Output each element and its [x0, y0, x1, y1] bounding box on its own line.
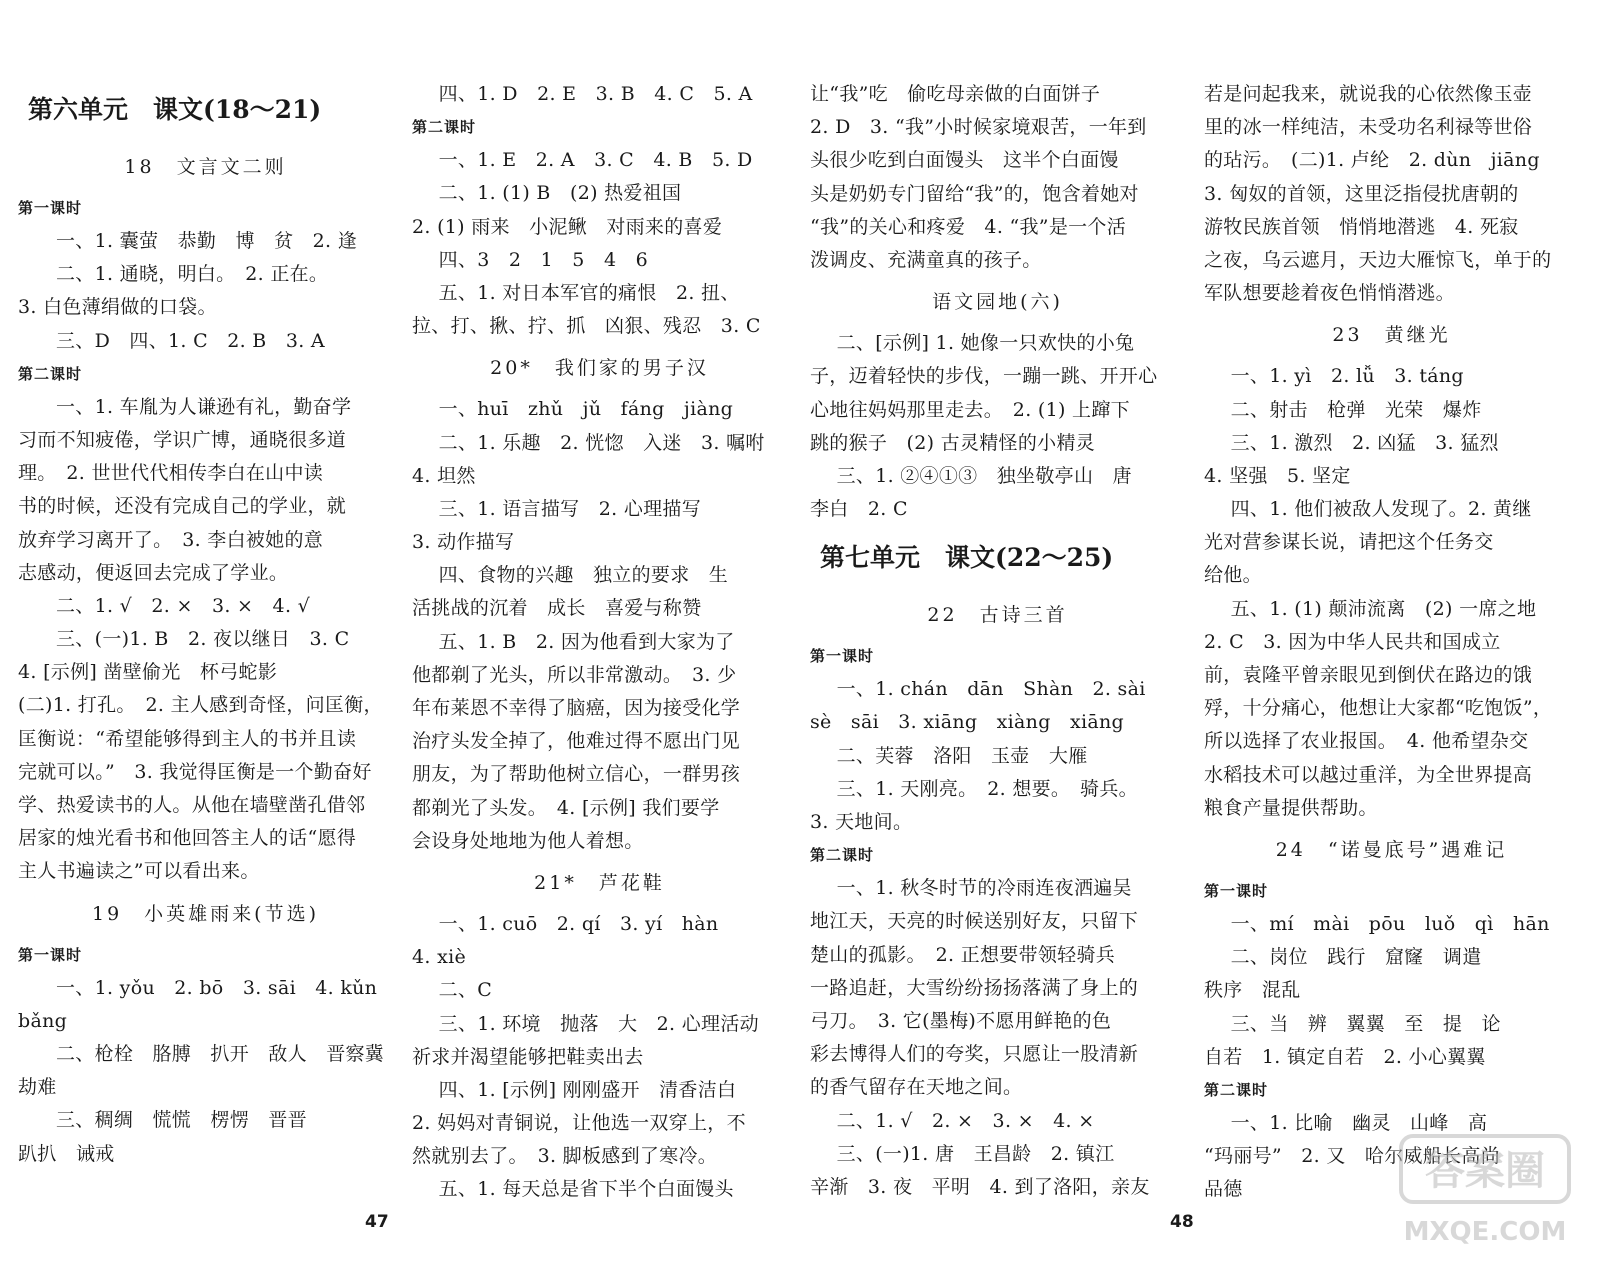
answer-line: 3. 匈奴的首领，这里泛指侵扰唐朝的 — [1204, 182, 1519, 205]
answer-line: 一、1. yì 2. lǚ 3. táng — [1230, 365, 1464, 388]
answer-line: 给他。 — [1204, 564, 1262, 587]
answer-line: 治疗头发全掉了，他难过得不愿出门见 — [412, 730, 741, 753]
answer-line: 一、1. chán dān Shàn 2. sài — [836, 678, 1146, 701]
column-4 — [1204, 78, 1579, 1206]
answer-line: 4. 坦然 — [412, 464, 476, 487]
answer-line: 二、[示例] 1. 她像一只欢快的小兔 — [836, 332, 1135, 355]
lesson-period-label: 第二课时 — [18, 364, 83, 383]
answer-line: 二、1. 通晓，明白。 2. 正在。 — [56, 263, 329, 286]
answer-line: 习而不知疲倦，学识广博，通晓很多道 — [18, 428, 347, 451]
column-2 — [412, 78, 787, 1207]
answer-line: 四、食物的兴趣 独立的要求 生 — [438, 564, 729, 587]
answer-line: 品德 — [1204, 1178, 1243, 1201]
answer-line: 三、(一)1. 唐 王昌龄 2. 镇江 — [836, 1142, 1115, 1165]
page-gutter — [790, 0, 810, 1277]
lesson-title: 语文园地(六) — [932, 291, 1063, 314]
answer-line: 一、1. 秋冬时节的冷雨连夜洒遍吴 — [836, 877, 1132, 900]
watermark-logo — [1395, 1128, 1575, 1258]
answer-line: 跳的猴子 (2) 古灵精怪的小精灵 — [810, 431, 1096, 454]
answer-line: 三、1. ②④①③ 独坐敬亭山 唐 — [836, 464, 1132, 487]
answer-line: 二、C — [438, 979, 493, 1002]
answer-line: 2. C 3. 因为中华人民共和国成立 — [1204, 630, 1501, 653]
answer-line: 三、1. 环境 抛落 大 2. 心理活动 — [438, 1012, 759, 1035]
lesson-period-label: 第一课时 — [1204, 881, 1269, 900]
answer-line: 他都剃了光头，所以非常激动。 3. 少 — [412, 663, 737, 686]
answer-line: 3. 天地间。 — [810, 811, 913, 833]
lesson-period-label: 第二课时 — [412, 118, 477, 137]
lesson-title: 20* 我们家的男子汉 — [490, 357, 709, 380]
answer-line: 前，袁隆平曾亲眼见到倒伏在路边的饿 — [1204, 664, 1533, 686]
answer-line: 地江天，天亮的时候送别好友，只留下 — [810, 910, 1139, 933]
answer-line: 五、1. (1) 颠沛流离 (2) 一席之地 — [1230, 597, 1537, 620]
lesson-period-label: 第二课时 — [810, 846, 875, 865]
answer-line: 五、1. B 2. 因为他看到大家为了 — [438, 630, 735, 653]
answer-line: 四、1. [示例] 刚刚盛开 清香洁白 — [438, 1078, 737, 1101]
answer-line: 居家的烛光看书和他回答主人的话“愿得 — [18, 827, 357, 850]
answer-line: 朋友，为了帮助他树立信心，一群男孩 — [412, 763, 741, 786]
answer-line: 二、芙蓉 洛阳 玉壶 大雁 — [836, 744, 1088, 767]
answer-line: 心地往妈妈那里走去。 2. (1) 上蹿下 — [810, 398, 1130, 421]
answer-line: 头是奶奶专门留给“我”的，饱含着她对 — [810, 182, 1139, 205]
answer-line: 弓刀。 3. 它(墨梅)不愿用鲜艳的色 — [810, 1009, 1112, 1032]
answer-line: 然就别去了。 3. 脚板感到了寒冷。 — [412, 1145, 718, 1168]
answer-line: 三、当 辨 翼翼 至 提 论 — [1230, 1012, 1501, 1035]
answer-line: 二、1. (1) B (2) 热爱祖国 — [438, 182, 682, 205]
answer-line: 2. D 3. “我”小时候家境艰苦，一年到 — [810, 116, 1147, 139]
answer-line: 的香气留存在天地之间。 — [810, 1076, 1023, 1099]
answer-line: 理。 2. 世世代代相传李白在山中读 — [18, 462, 324, 485]
answer-line: 年布莱恩不幸得了脑癌，因为接受化学 — [412, 697, 741, 719]
answer-line: 里的冰一样纯洁，未受功名利禄等世俗 — [1204, 116, 1533, 139]
answer-line: 李白 2. C — [810, 498, 908, 521]
answer-line: 五、1. 对日本军官的痛恨 2. 扭、 — [438, 281, 740, 304]
answer-line: 志感动，便返回去完成了学业。 — [18, 561, 289, 584]
answer-line: 二、1. √ 2. × 3. × 4. √ — [56, 594, 311, 617]
answer-line: 一、1. 囊萤 恭勤 博 贫 2. 逢 — [56, 230, 358, 252]
answer-line: 让“我”吃 偷吃母亲做的白面饼子 — [810, 83, 1101, 105]
lesson-title: 21* 芦花鞋 — [534, 871, 665, 894]
answer-line: 都剃光了头发。 4. [示例] 我们要学 — [412, 796, 720, 819]
answer-line: 放弃学习离开了。 3. 李白被她的意 — [18, 528, 324, 551]
answer-line: 光对营参谋长说，请把这个任务交 — [1204, 531, 1494, 554]
answer-line: “我”的关心和疼爱 4. “我”是一个活 — [810, 215, 1127, 238]
unit-heading: 第六单元 课文(18～21) — [28, 95, 322, 124]
answer-line: 主人书遍读之”可以看出来。 — [18, 860, 260, 883]
answer-line: 祈求并渴望能够把鞋卖出去 — [412, 1045, 644, 1068]
answer-line: 3. 白色薄绢做的口袋。 — [18, 296, 217, 319]
answer-line: 四、1. 他们被敌人发现了。2. 黄继 — [1230, 498, 1532, 521]
unit-heading: 第七单元 课文(22～25) — [820, 543, 1114, 573]
answer-line: 2. (1) 雨来 小泥鳅 对雨来的喜爱 — [412, 215, 723, 238]
answer-line: sè sāi 3. xiāng xiàng xiāng — [810, 711, 1124, 734]
answer-line: 所以选择了农业报国。 4. 他希望杂交 — [1204, 730, 1529, 753]
answer-line: 2. 妈妈对青铜说，让他选一双穿上，不 — [412, 1112, 746, 1135]
answer-line: 三、1. 语言描写 2. 心理描写 — [438, 497, 702, 520]
answer-line: 子，迈着轻快的步伐，一蹦一跳、开开心 — [810, 365, 1158, 388]
answer-line: 头很少吃到白面馒头 这半个白面馒 — [810, 149, 1119, 172]
answer-line: 三、稠绸 慌慌 楞愣 晋晋 — [56, 1109, 307, 1132]
answer-line: 一、1. 车胤为人谦逊有礼，勤奋学 — [56, 395, 352, 418]
answer-line: 一、1. cuō 2. qí 3. yí hàn — [438, 912, 719, 935]
answer-line: 书的时候，还没有完成自己的学业，就 — [18, 495, 347, 518]
answer-line: 4. [示例] 凿壁偷光 杯弓蛇影 — [18, 661, 278, 684]
answer-line: 二、岗位 践行 窟窿 调遣 — [1230, 946, 1482, 969]
page-number-left: 47 — [365, 1212, 389, 1232]
lesson-period-label: 第一课时 — [810, 647, 875, 666]
answer-line: 三、(一)1. B 2. 夜以继日 3. C — [56, 628, 350, 651]
answer-line: 一、1. E 2. A 3. C 4. B 5. D — [438, 149, 753, 172]
answer-line: 泼调皮、充满童真的孩子。 — [810, 248, 1042, 271]
answer-line: 学、热爱读书的人。从他在墙壁凿孔借邻 — [18, 794, 366, 816]
answer-line: 趴扒 诫戒 — [18, 1142, 115, 1165]
answer-line: 自若 1. 镇定自若 2. 小心翼翼 — [1204, 1045, 1486, 1068]
answer-line: 辛渐 3. 夜 平明 4. 到了洛阳，亲友 — [810, 1175, 1150, 1198]
answer-line: 楚山的孤影。 2. 正想要带领轻骑兵 — [810, 943, 1116, 966]
answer-line: 一、1. 比喻 幽灵 山峰 高 — [1230, 1111, 1488, 1134]
answer-line: bǎng — [18, 1009, 68, 1032]
answer-line: 一、mí mài pōu luǒ qì hān — [1230, 912, 1550, 935]
answer-line: 一、huī zhǔ jǔ fáng jiàng — [438, 398, 734, 421]
answer-line: 拉、打、揪、拧、抓 凶狠、残忍 3. C — [412, 315, 761, 338]
answer-line: 会设身处地地为他人着想。 — [412, 829, 644, 852]
answer-line: 三、1. 激烈 2. 凶猛 3. 猛烈 — [1230, 431, 1499, 454]
answer-line: 殍，十分痛心，他想让大家都“吃饱饭”， — [1204, 697, 1553, 720]
lesson-title: 19 小英雄雨来(节选) — [91, 902, 319, 925]
answer-line: 4. xiè — [412, 946, 467, 969]
column-3 — [810, 78, 1185, 1204]
answer-line: 完就可以。” 3. 我觉得匡衡是一个勤奋好 — [18, 760, 372, 783]
answer-line: 二、射击 枪弹 光荣 爆炸 — [1230, 398, 1482, 421]
answer-line: 匡衡说：“希望能够得到主人的书并且读 — [18, 727, 357, 750]
answer-line: 一、1. yǒu 2. bō 3. sāi 4. kǔn — [56, 976, 378, 999]
lesson-title: 23 黄继光 — [1332, 324, 1451, 347]
lesson-title: 22 古诗三首 — [927, 604, 1068, 627]
answer-line: 彩去博得人们的夸奖，只愿让一股清新 — [810, 1043, 1139, 1066]
answer-line: 秩序 混乱 — [1204, 979, 1301, 1002]
answer-line: (二)1. 打孔。 2. 主人感到奇怪，问匡衡， — [18, 694, 383, 717]
answer-line: 劫难 — [18, 1076, 57, 1099]
answer-line: 一路追赶，大雪纷纷扬扬落满了身上的 — [810, 976, 1139, 999]
answer-line: 军队想要趁着夜色悄悄潜逃。 — [1204, 282, 1455, 305]
answer-line: 四、3 2 1 5 4 6 — [438, 248, 649, 271]
lesson-period-label: 第一课时 — [18, 945, 83, 964]
answer-line: 四、1. D 2. E 3. B 4. C 5. A — [438, 83, 753, 105]
page-number-right: 48 — [1170, 1212, 1194, 1232]
answer-line: 二、枪栓 胳膊 扒开 敌人 晋察冀 — [56, 1042, 385, 1065]
watermark-text-top: 答案圈 — [1425, 1148, 1545, 1194]
answer-line: 三、1. 天刚亮。 2. 想要。 骑兵。 — [836, 777, 1138, 800]
answer-line: 活挑战的沉着 成长 喜爱与称赞 — [412, 597, 702, 620]
answer-line: 4. 坚强 5. 坚定 — [1204, 464, 1351, 487]
answer-line: “玛丽号” 2. 又 哈尔威船长高尚 — [1204, 1145, 1500, 1168]
answer-line: 游牧民族首领 悄悄地潜逃 4. 死寂 — [1204, 215, 1519, 238]
answer-line: 二、1. 乐趣 2. 恍惚 入迷 3. 嘱咐 — [438, 431, 765, 454]
answer-line: 3. 动作描写 — [412, 531, 515, 554]
answer-line: 之夜，乌云遮月，天边大雁惊飞，单于的 — [1204, 248, 1552, 271]
lesson-period-label: 第一课时 — [18, 199, 83, 217]
right-page — [810, 0, 1600, 1277]
left-page — [0, 0, 790, 1277]
answer-line: 水稻技术可以越过重洋，为全世界提高 — [1204, 763, 1533, 786]
lesson-title: 18 文言文二则 — [124, 156, 287, 178]
answer-line: 五、1. 每天总是省下半个白面馒头 — [438, 1178, 734, 1201]
lesson-title: 24 “诺曼底号”遇难记 — [1275, 838, 1508, 861]
watermark-text-bottom: MXQE.COM — [1403, 1217, 1567, 1247]
answer-line: 二、1. √ 2. × 3. × 4. × — [836, 1109, 1095, 1132]
answer-line: 粮食产量提供帮助。 — [1204, 796, 1378, 819]
column-1 — [18, 78, 393, 1171]
answer-line: 的玷污。 (二)1. 卢纶 2. dùn jiāng — [1204, 149, 1540, 172]
answer-line: 三、D 四、1. C 2. B 3. A — [56, 329, 325, 352]
lesson-period-label: 第二课时 — [1204, 1080, 1269, 1099]
answer-line: 若是问起我来，就说我的心依然像玉壶 — [1204, 83, 1533, 105]
